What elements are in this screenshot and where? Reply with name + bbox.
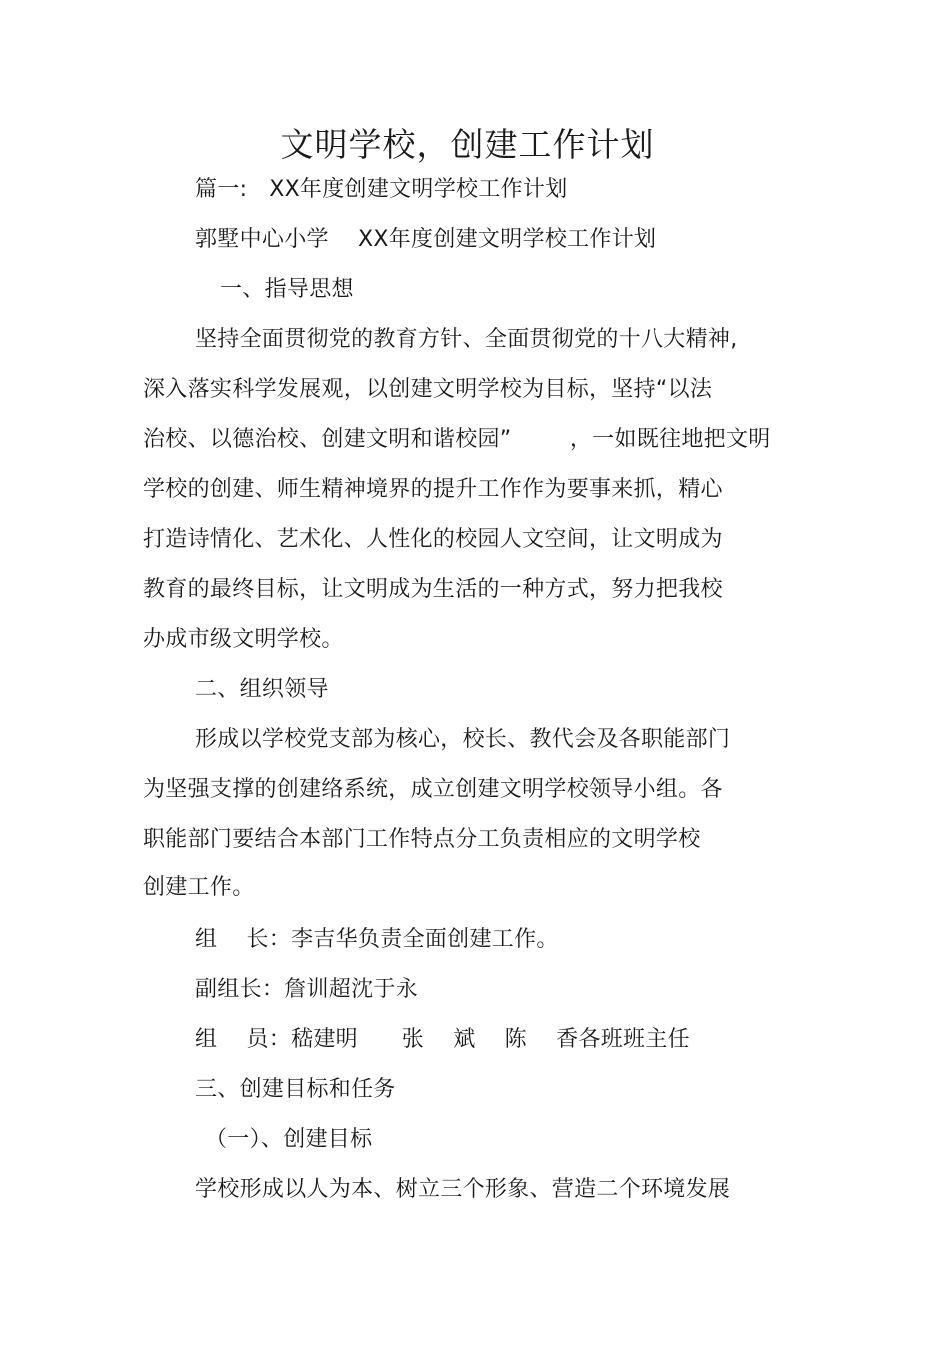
- paragraph-line: 形成以学校党支部为核心，校长、教代会及各职能部门: [195, 727, 731, 752]
- members-line: 组 员：嵇建明 张 斌 陈 香各班班主任: [195, 1027, 690, 1052]
- paragraph-line: 坚持全面贯彻党的教育方针、全面贯彻党的十八大精神,: [195, 327, 738, 352]
- document-title: 文明学校，创建工作计划: [280, 125, 655, 164]
- paragraph-line: 打造诗情化、艺术化、人性化的校园人文空间，让文明成为: [143, 527, 723, 552]
- heading-guiding-ideology: 一、指导思想: [220, 277, 354, 302]
- paragraph-line: 治校、以德治校、创建文明和谐校园” ，一如既往地把文明: [143, 427, 771, 452]
- deputy-leader-line: 副组长：詹训超沈于永: [195, 977, 419, 1002]
- leader-line: 组 长：李吉华负责全面创建工作。: [195, 927, 559, 952]
- section-heading: 篇一: XX年度创建文明学校工作计划: [195, 177, 568, 202]
- paragraph-line: 办成市级文明学校。: [143, 627, 344, 652]
- paragraph-line: 职能部门要结合本部门工作特点分工负责相应的文明学校: [143, 827, 701, 852]
- paragraph-line: 教育的最终目标，让文明成为生活的一种方式，努力把我校: [143, 577, 723, 602]
- paragraph-line: 学校的创建、师生精神境界的提升工作作为要事来抓，精心: [143, 477, 723, 502]
- paragraph-line: 创建工作。: [143, 875, 255, 900]
- paragraph-line: 为坚强支撑的创建络系统，成立创建文明学校领导小组。各: [143, 777, 723, 802]
- paragraph-line: 深入落实科学发展观，以创建文明学校为目标，坚持“以法: [143, 377, 713, 402]
- subheading-goals: （一）、创建目标: [205, 1127, 373, 1152]
- subtitle-line: 郭墅中心小学 XX年度创建文明学校工作计划: [195, 227, 657, 252]
- paragraph-line: 学校形成以人为本、树立三个形象、营造二个环境发展: [195, 1177, 731, 1202]
- heading-goals-tasks: 三、创建目标和任务: [195, 1077, 396, 1102]
- heading-organization: 二、组织领导: [195, 677, 329, 702]
